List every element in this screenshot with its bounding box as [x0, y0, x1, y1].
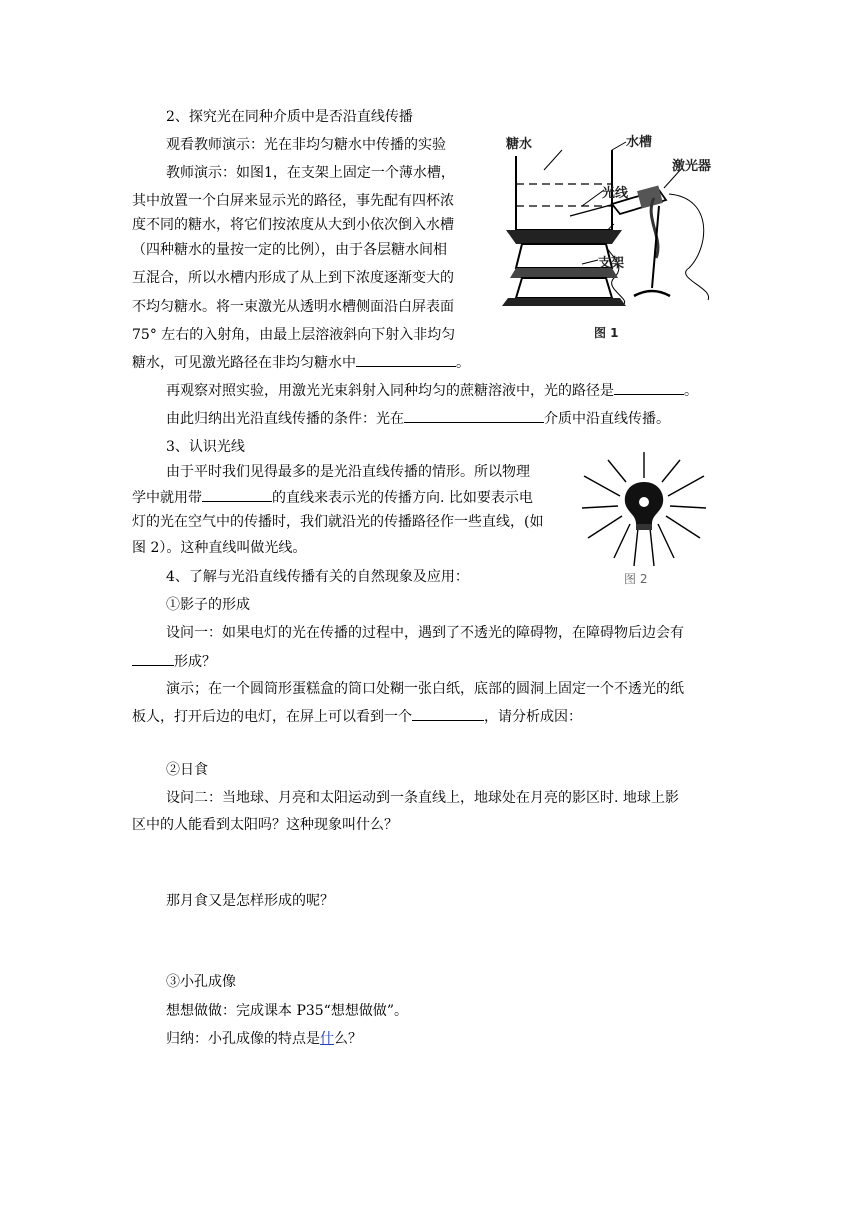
blank-path-uniform[interactable] — [614, 380, 684, 395]
conclude-text-post: 介质中沿直线传播。 — [544, 411, 670, 427]
demo2-line — [132, 706, 582, 727]
contrast-line — [166, 380, 698, 401]
label-water-tank: 水槽 — [626, 135, 653, 150]
summary-text: 归纳：小孔成像的特点是 — [166, 1031, 320, 1047]
demo-line: 其中放置一个白屏来显示光的路径，事先配有四杯浓 — [132, 193, 454, 209]
figure1-apparatus — [494, 128, 730, 348]
conclude-line — [166, 408, 670, 429]
label-light-ray: 光线 — [602, 186, 629, 201]
blank-path-nonuniform[interactable] — [356, 352, 456, 367]
blank-screen-image[interactable] — [412, 706, 484, 721]
demo-line: （四种糖水的量按一定的比例），由于各层糖水间相 — [132, 242, 447, 258]
section2-heading: 2、探究光在同种介质中是否沿直线传播 — [166, 109, 413, 125]
question1-line: 设问一：如果电灯的光在传播的过程中，遇到了不透光的障碍物，在障碍物后边会有 — [166, 625, 684, 641]
conclude-text: 由此归纳出光沿直线传播的条件：光在 — [166, 411, 404, 427]
section4-heading: 4、了解与光沿直线传播有关的自然现象及应用： — [166, 569, 469, 585]
question2-line: 设问二：当地球、月亮和太阳运动到一条直线上，地球处在月亮的影区时. 地球上影 — [166, 790, 679, 806]
section3-heading: 3、认识光线 — [166, 439, 245, 455]
observe-line: 观看教师演示：光在非均匀糖水中传播的实验 — [166, 137, 446, 153]
label-stand: 支架 — [598, 256, 625, 271]
demo-last-text: 糖水，可见激光路径在非均匀糖水中 — [132, 355, 356, 371]
figure2-light-bulb — [578, 448, 710, 588]
section3-line — [132, 487, 533, 508]
question1-text-post: 形成？ — [174, 654, 216, 670]
lunar-eclipse-question: 那月食又是怎样形成的呢？ — [166, 893, 334, 909]
demo-line: 互混合，所以水槽内形成了从上到下浓度逐渐变大的 — [132, 270, 454, 286]
figure1-caption: 图 1 — [594, 326, 619, 340]
question2-line: 区中的人能看到太阳吗？这种现象叫什么？ — [132, 817, 398, 833]
blank-arrow[interactable] — [202, 487, 272, 502]
period: 。 — [684, 383, 698, 399]
pinhole-title: ③小孔成像 — [166, 974, 236, 990]
period: 。 — [456, 355, 470, 371]
blank-condition[interactable] — [404, 408, 544, 423]
demo-line: 75° 左右的入射角，由最上层溶液斜向下射入非均匀 — [132, 327, 456, 343]
eclipse-title: ②日食 — [166, 762, 208, 778]
summary-line — [166, 1029, 362, 1049]
shadow-title: ①影子的形成 — [166, 597, 250, 613]
section3-line: 图 2）。这种直线叫做光线。 — [132, 540, 307, 556]
contrast-text: 再观察对照实验，用激光光束斜射入同种均匀的蔗糖溶液中，光的路径是 — [166, 383, 614, 399]
demo2-line: 演示；在一个圆筒形蛋糕盒的筒口处糊一张白纸，底部的圆洞上固定一个不透光的纸 — [166, 681, 684, 697]
demo-line: 教师演示：如图1，在支架上固定一个薄水槽， — [166, 165, 455, 181]
question1-line — [132, 651, 216, 672]
section3-line: 由于平时我们见得最多的是光沿直线传播的情形。所以物理 — [166, 464, 530, 480]
figure2-drawing — [578, 448, 710, 588]
figure2-caption: 图 2 — [624, 572, 648, 586]
demo-line: 度不同的糖水，将它们按浓度从大到小依次倒入水槽 — [132, 217, 454, 233]
try-it-line: 想想做做：完成课本 P35“想想做做”。 — [166, 1003, 408, 1019]
label-laser: 激光器 — [672, 159, 712, 174]
blank-shadow[interactable] — [132, 651, 174, 666]
summary-text-post: 么？ — [334, 1031, 362, 1047]
summary-link[interactable]: 什 — [320, 1031, 334, 1047]
demo2-text-post: ，请分析成因： — [484, 709, 582, 725]
section3-text-post: 的直线来表示光的传播方向. 比如要表示电 — [272, 490, 533, 506]
section3-text: 学中就用带 — [132, 490, 202, 506]
demo2-text: 板人，打开后边的电灯，在屏上可以看到一个 — [132, 709, 412, 725]
demo-line: 不均匀糖水。将一束激光从透明水槽侧面沿白屏表面 — [132, 299, 454, 315]
section3-line: 灯的光在空气中的传播时，我们就沿光的传播路径作一些直线，(如 — [132, 514, 544, 530]
label-sugar-water: 糖水 — [506, 137, 533, 152]
demo-last-line — [132, 352, 470, 373]
